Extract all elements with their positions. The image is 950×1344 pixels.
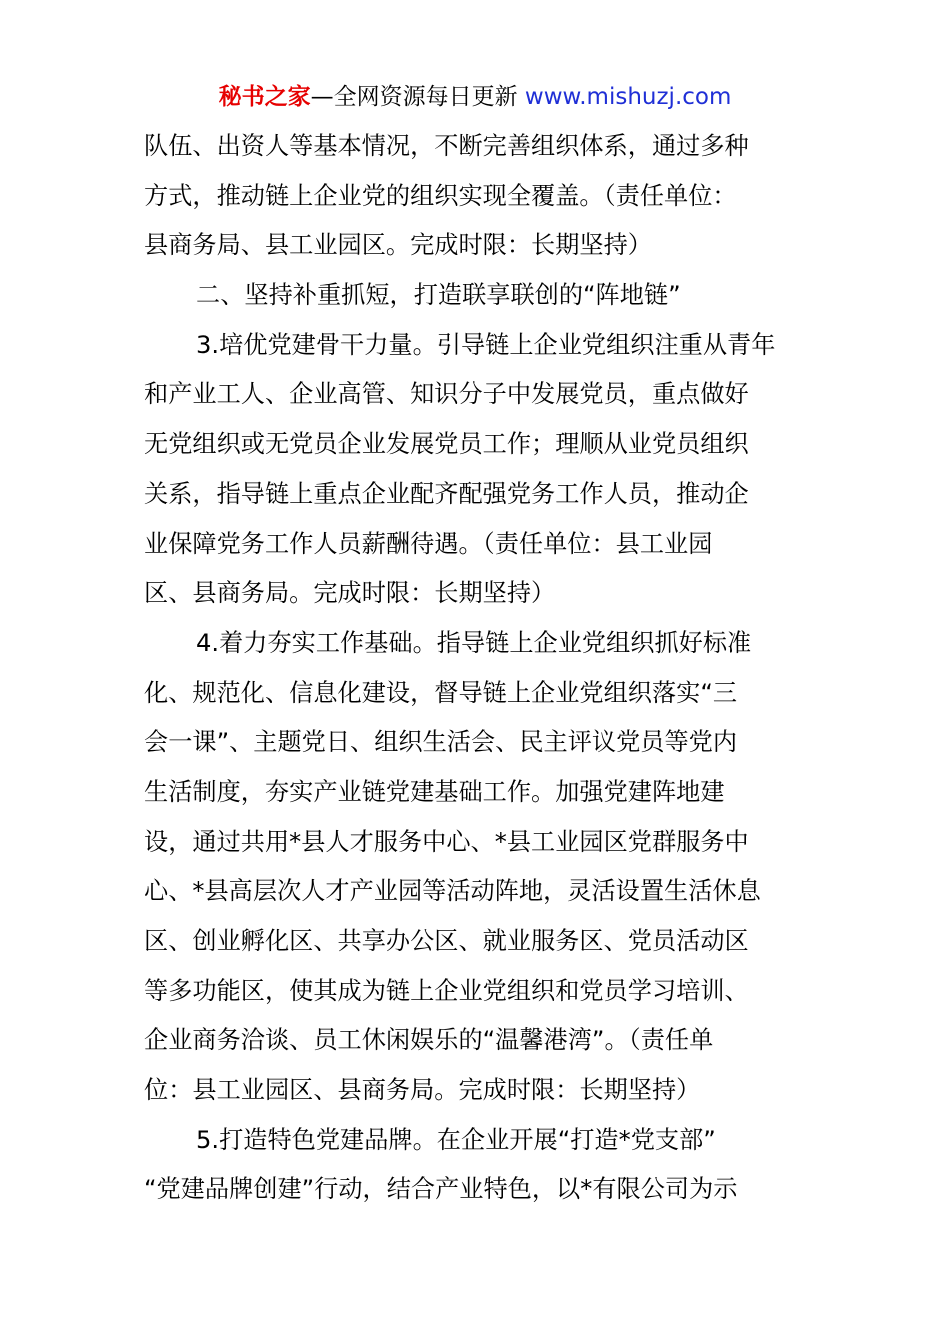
site-header (0, 80, 950, 114)
text-line: 无党组织或无党员企业发展党员工作；理顺从业党员组织 (144, 430, 749, 459)
text-line: 化、规范化、信息化建设，督导链上企业党组织落实“三 (144, 678, 738, 707)
text-line: 队伍、出资人等基本情况，不断完善组织体系，通过多种 (144, 132, 749, 160)
paragraph-start: 5.打造特色党建品牌。在企业开展“打造*党支部” (196, 1125, 716, 1154)
text-line: 区、创业孵化区、共享办公区、就业服务区、党员活动区 (144, 927, 749, 955)
text-line: 县商务局、县工业园区。完成时限：长期坚持） (144, 231, 652, 260)
text-line: 企业商务洽谈、员工休闲娱乐的“温馨港湾”。（责任单 (144, 1026, 714, 1055)
text-line: 等多功能区，使其成为链上企业党组织和党员学习培训、 (144, 976, 749, 1005)
header-tagline: —全网资源每日更新 (310, 84, 525, 110)
document-body (144, 126, 824, 1219)
text-line: 位：县工业园区、县商务局。完成时限：长期坚持） (144, 1076, 701, 1105)
paragraph-start: 3.培优党建骨干力量。引导链上企业党组织注重从青年 (196, 330, 776, 359)
brand-name: 秘书之家 (218, 84, 311, 110)
text-line: 设，通过共用*县人才服务中心、*县工业园区党群服务中 (144, 827, 749, 856)
text-line: 和产业工人、企业高管、知识分子中发展党员，重点做好 (144, 380, 749, 409)
site-url-link[interactable]: www.mishuzj.com (524, 84, 732, 110)
text-line: 会一课”、主题党日、组织生活会、民主评议党员等党内 (144, 728, 738, 757)
text-line: 生活制度，夯实产业链党建基础工作。加强党建阵地建 (144, 777, 725, 806)
text-line: 心、*县高层次人才产业园等活动阵地，灵活设置生活休息 (144, 877, 761, 906)
section-heading: 二、坚持补重抓短，打造联享联创的“阵地链” (196, 281, 681, 310)
text-line: “党建品牌创建”行动，结合产业特色，以*有限公司为示 (144, 1175, 738, 1204)
text-line: 关系，指导链上重点企业配齐配强党务工作人员，推动企 (144, 479, 749, 508)
text-line: 方式，推动链上企业党的组织实现全覆盖。（责任单位： (144, 181, 737, 210)
text-line: 区、县商务局。完成时限：长期坚持） (144, 579, 556, 608)
text-line: 业保障党务工作人员薪酬待遇。（责任单位：县工业园 (144, 529, 713, 558)
paragraph-start: 4.着力夯实工作基础。指导链上企业党组织抓好标准 (196, 628, 752, 657)
